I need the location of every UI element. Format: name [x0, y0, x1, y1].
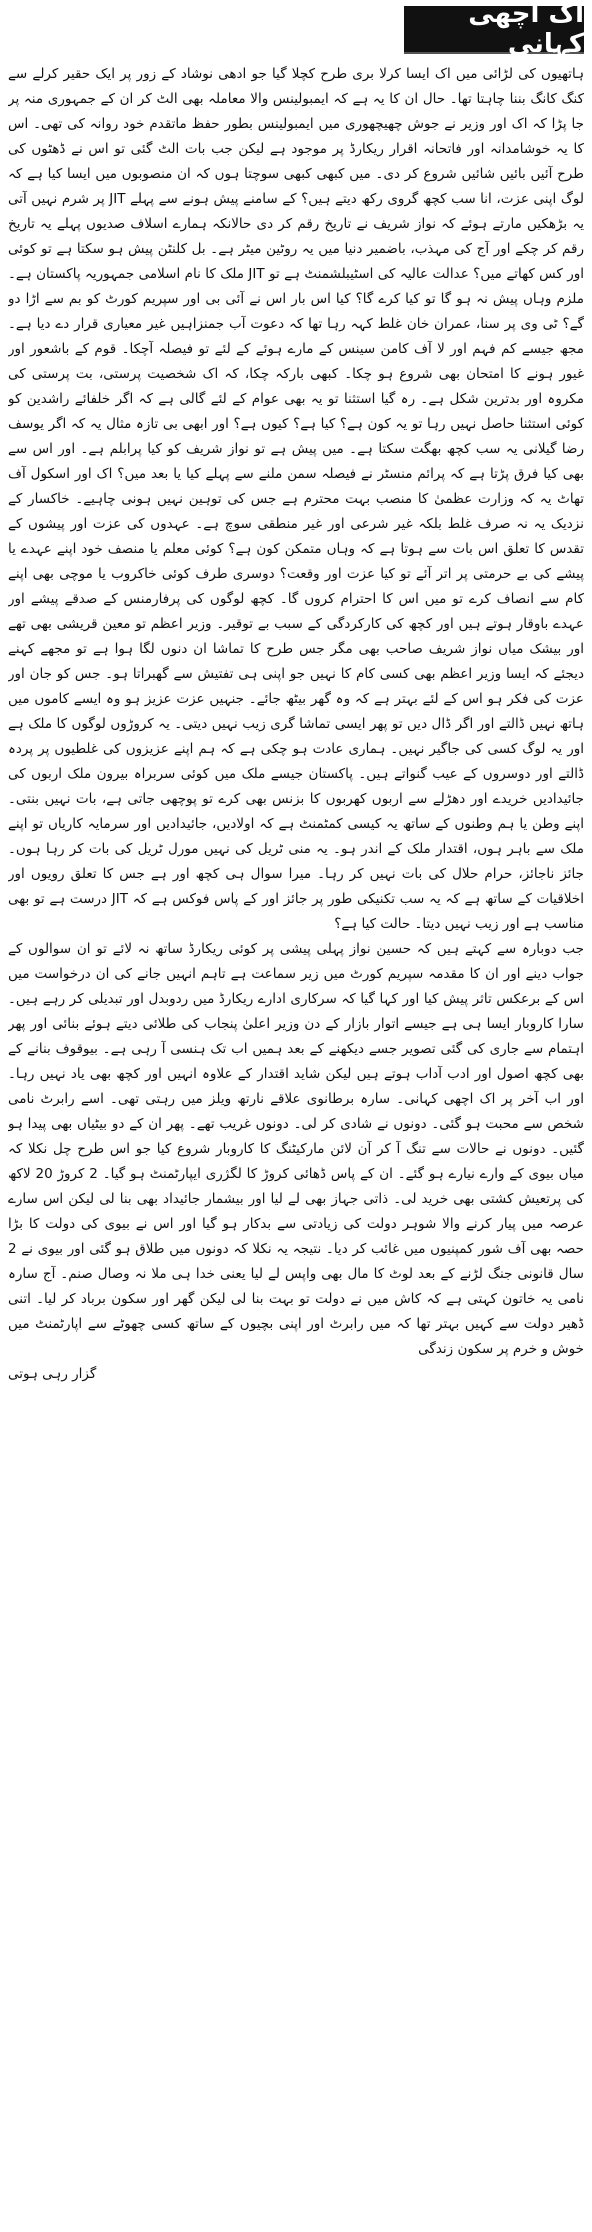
- body-paragraph: جب دوبارہ سے کہتے ہیں کہ حسین نواز پہلی پیشی پر کوئی ریکارڈ ساتھ نہ لائے تو ان سوالوں کے جواب دینے اور ان کا مقدمہ سپریم کورٹ میں زیر سماعت ہے تاہم انہیں جانے کی ان درخواست میں اس کے برعکس تاثر پیش کیا اور کہا گیا کہ سرکاری ادارے ریکارڈ میں ردوبدل اور تبدیلی کر رہے ہیں۔ سارا کاروبار ایسا ہی ہے جیسے اتوار بازار کے دن وزیر اعلیٰ پنجاب کی طلائی دیتے ہوئے بنائی اور پھر اہتمام سے جاری کی گئی تصویر جسے دیکھنے کے بعد ہمیں اب تک ہنسی آ رہی ہے۔ بیوقوف بنانے کے بھی کچھ اصول اور ادب آداب ہوتے ہیں لیکن شاید اقتدار کے علاوہ انہیں اور کچھ بھی یاد نہیں رہا۔ اور اب آخر پر اک اچھی کہانی۔ سارہ برطانوی علاقے نارتھ ویلز میں رہتی تھی۔ اسے رابرٹ نامی شخص سے محبت ہو گئی۔ دونوں نے شادی کر لی۔ دونوں غریب تھے۔ پھر ان کے دو بیٹیاں بھی پیدا ہو گئیں۔ دونوں نے حالات سے تنگ آ کر آن لائن مارکیٹنگ کا کاروبار شروع کیا جو اس طرح چل نکلا کہ میاں بیوی کے وارے نیارے ہو گئے۔ ان کے پاس ڈھائی کروڑ کا لگژری ایپارٹمنٹ ہو گیا۔ 2 کروڑ 20 لاکھ کی پرتعیش کشتی بھی خرید لی۔ ذاتی جہاز بھی لے لیا اور بیشمار جائیداد بھی بنا لی لیکن اس سارے عرصہ میں پیار کرنے والا شوہر دولت کی زیادتی سے بدکار ہو گیا اور اس نے بیوی کی دولت کا بڑا حصہ بھی آف شور کمپنیوں میں غائب کر دیا۔ نتیجہ یہ نکلا کہ دونوں میں طلاق ہو گئی اور بیوی نے 2 سال قانونی جنگ لڑنے کے بعد لوٹ کا مال بھی واپس لے لیا یعنی خدا ہی ملا نہ وصال صنم۔ آج سارہ نامی یہ خاتون کہتی ہے کہ کاش میں نے دولت تو بہت بنا لی لیکن گھر اور سکون برباد کر لیا۔ اتنی ڈھیر دولت سے کہیں بہتر تھا کہ میں رابرٹ اور اپنی بچیوں کے ساتھ کسی چھوٹے سے اپارٹمنٹ میں خوش و خرم پر سکون زندگی: [8, 941, 584, 1357]
- column-header: [8, 0, 584, 59]
- column-title: اک اچھی کہانی: [404, 6, 584, 54]
- column-body: [8, 62, 584, 2212]
- body-paragraph: ہاتھیوں کی لڑائی میں اک ایسا کرلا بری طرح کچلا گیا جو ادھی نوشاد کے زور پر ایک حقیر کرلے سے کنگ کانگ بننا چاہتا تھا۔ حال ان کا یہ ہے کہ ایمبولینس والا معاملہ بھی الٹ کر ان کے جمہوری منہ پر جا پڑا کہ اک اور وزیر نے جوش چھیچھوری میں ایمبولینس بطور حفظ ماتقدم خود روانہ کی تھی۔ اس کا یہ خوشامدانہ اور فاتحانہ اقرار ریکارڈ پر موجود ہے لیکن جب بات الٹ گئی تو اس نے ڈھٹوں کی طرح آئیں بائیں شائیں شروع کر دی۔ میں کبھی کبھی سوچتا ہوں کہ ان منصوبوں میں ایسا کیا ہے کہ لوگ اپنی عزت، انا سب کچھ گروی رکھ دیتے ہیں؟ کے سامنے پیش ہونے سے پہلے JIT پر شرم نہیں آتی یہ بڑھکیں مارتے ہوئے کہ نواز شریف نے تاریخ رقم کر دی حالانکہ ہمارے اسلاف صدیوں پہلے یہ تاریخ رقم کر چکے اور آج کی مہذب، باضمیر دنیا میں یہ روٹین میٹر ہے۔ بل کلنٹن پیش ہو سکتا ہے تو کوئی اور کس کھاتے میں؟ عدالت عالیہ کی اسٹیبلشمنٹ ہے تو JIT ملک کا نام اسلامی جمہوریہ پاکستان ہے۔ ملزم وہاں پیش نہ ہو گا تو کیا کرے گا؟ کیا اس بار اس نے آئی بی اور سپریم کورٹ کو بم سے اڑا دو گے؟ ٹی وی پر سنا، عمران خان غلط کہہ رہا تھا کہ دعوت آب جمنزاہیں غیر معیاری قرار دے دیا ہے۔ مجھ جیسے کم فہم اور لا آف کامن سینس کے مارے ہوئے کے لئے تو فیصلہ آچکا۔ قوم کے باشعور اور غیور ہونے کا امتحان بھی شروع ہو چکا۔ کبھی بارکہ چکا، کہ اک شخصیت پرستی، بت پرستی کی مکروہ اور بدترین شکل ہے۔ رہ گیا استثنا تو یہ بھی عوام کے لئے گالی ہے کہ اگر خلفائے راشدین کو کوئی استثنا حاصل نہیں رہا تو یہ کون ہے؟ کیا ہے؟ کیوں ہے؟ اور ابھی بی تازہ مثال یہ کہ اگر یوسف رضا گیلانی یہ سب کچھ بھگت سکتا ہے۔ میں پیش ہے تو نواز شریف کو کیا پرابلم ہے۔ اور اس سے بھی کیا فرق پڑتا ہے کہ پرائم منسٹر نے فیصلہ سمن ملنے سے پہلے کیا یا بعد میں؟ اک اور اسکول آف تھاٹ یہ کہ وزارت عظمیٰ کا منصب بہت محترم ہے جس کی توہین نہیں ہونی چاہیے۔ خاکسار کے نزدیک یہ نہ صرف غلط بلکہ غیر شرعی اور غیر منطقی سوچ ہے۔ عہدوں کی عزت اور پیشوں کے تقدس کا تعلق اس بات سے ہوتا ہے کہ وہاں متمکن کون ہے؟ کوئی معلم یا منصف خود اپنے عہدے یا پیشے کی بے حرمتی پر اتر آئے تو کیا عزت اور وقعت؟ دوسری طرف کوئی خاکروب یا موچی بھی اپنے کام سے انصاف کرے تو میں اس کا احترام کروں گا۔ کچھ لوگوں کی پرفارمنس کے صدقے پیشے اور عہدے باوقار ہوتے ہیں اور کچھ کی کارکردگی کے سبب بے توقیر۔ وزیر اعظم تو معین قریشی بھی تھے اور بیشک میاں نواز شریف صاحب بھی مگر جس طرح کا تماشا ان دنوں لگا ہوا ہے تو مجھے کہنے دیجئے کہ ایسا وزیر اعظم بھی کسی کام کا نہیں جو اپنی ہی تفتیش سے گھبراتا ہو۔ جس کو جان اور عزت کی فکر ہو اس کے لئے بہتر ہے کہ وہ گھر بیٹھ جائے۔ جنہیں عزت عزیز ہو وہ ایسے کاموں میں ہاتھ نہیں ڈالتے اور اگر ڈال دیں تو پھر ایسی تماشا گری زیب نہیں دیتی۔ یہ کروڑوں لوگوں کا ملک ہے اور یہ لوگ کسی کی جاگیر نہیں۔ ہماری عادت ہو چکی ہے کہ ہم اپنے عزیزوں کی غلطیوں پر پردہ ڈالتے اور دوسروں کے عیب گنواتے ہیں۔ پاکستان جیسے ملک میں کوئی سربراہ بیرون ملک اربوں کی جائیدادیں خریدے اور دھڑلے سے اربوں کھربوں کا بزنس بھی کرے تو پوچھی جاتی ہے، بات نہیں بنتی۔ اپنے وطن یا ہم وطنوں کے ساتھ یہ کیسی کمٹمنٹ ہے کہ اولادیں، جائیدادیں اور سرمایہ کاریاں تو اپنے ملک سے باہر ہوں، اقتدار ملک کے اندر ہو۔ یہ منی ٹریل کی نہیں مورل ٹریل کی بات کر رہا ہوں۔ جائز ناجائز، حرام حلال کی بات نہیں کر رہا۔ میرا سوال ہی کچھ اور ہے جس کا تعلق رویوں اور اخلاقیات کے ساتھ ہے کہ یہ سب تکنیکی طور پر جائز اور کے پاس فوکس ہے کہ JIT درست ہے تو بھی مناسب ہے اور زیب نہیں دیتا۔ حالت کیا ہے؟: [8, 66, 584, 932]
- closing-line: گزار رہی ہوتی: [8, 1366, 97, 1382]
